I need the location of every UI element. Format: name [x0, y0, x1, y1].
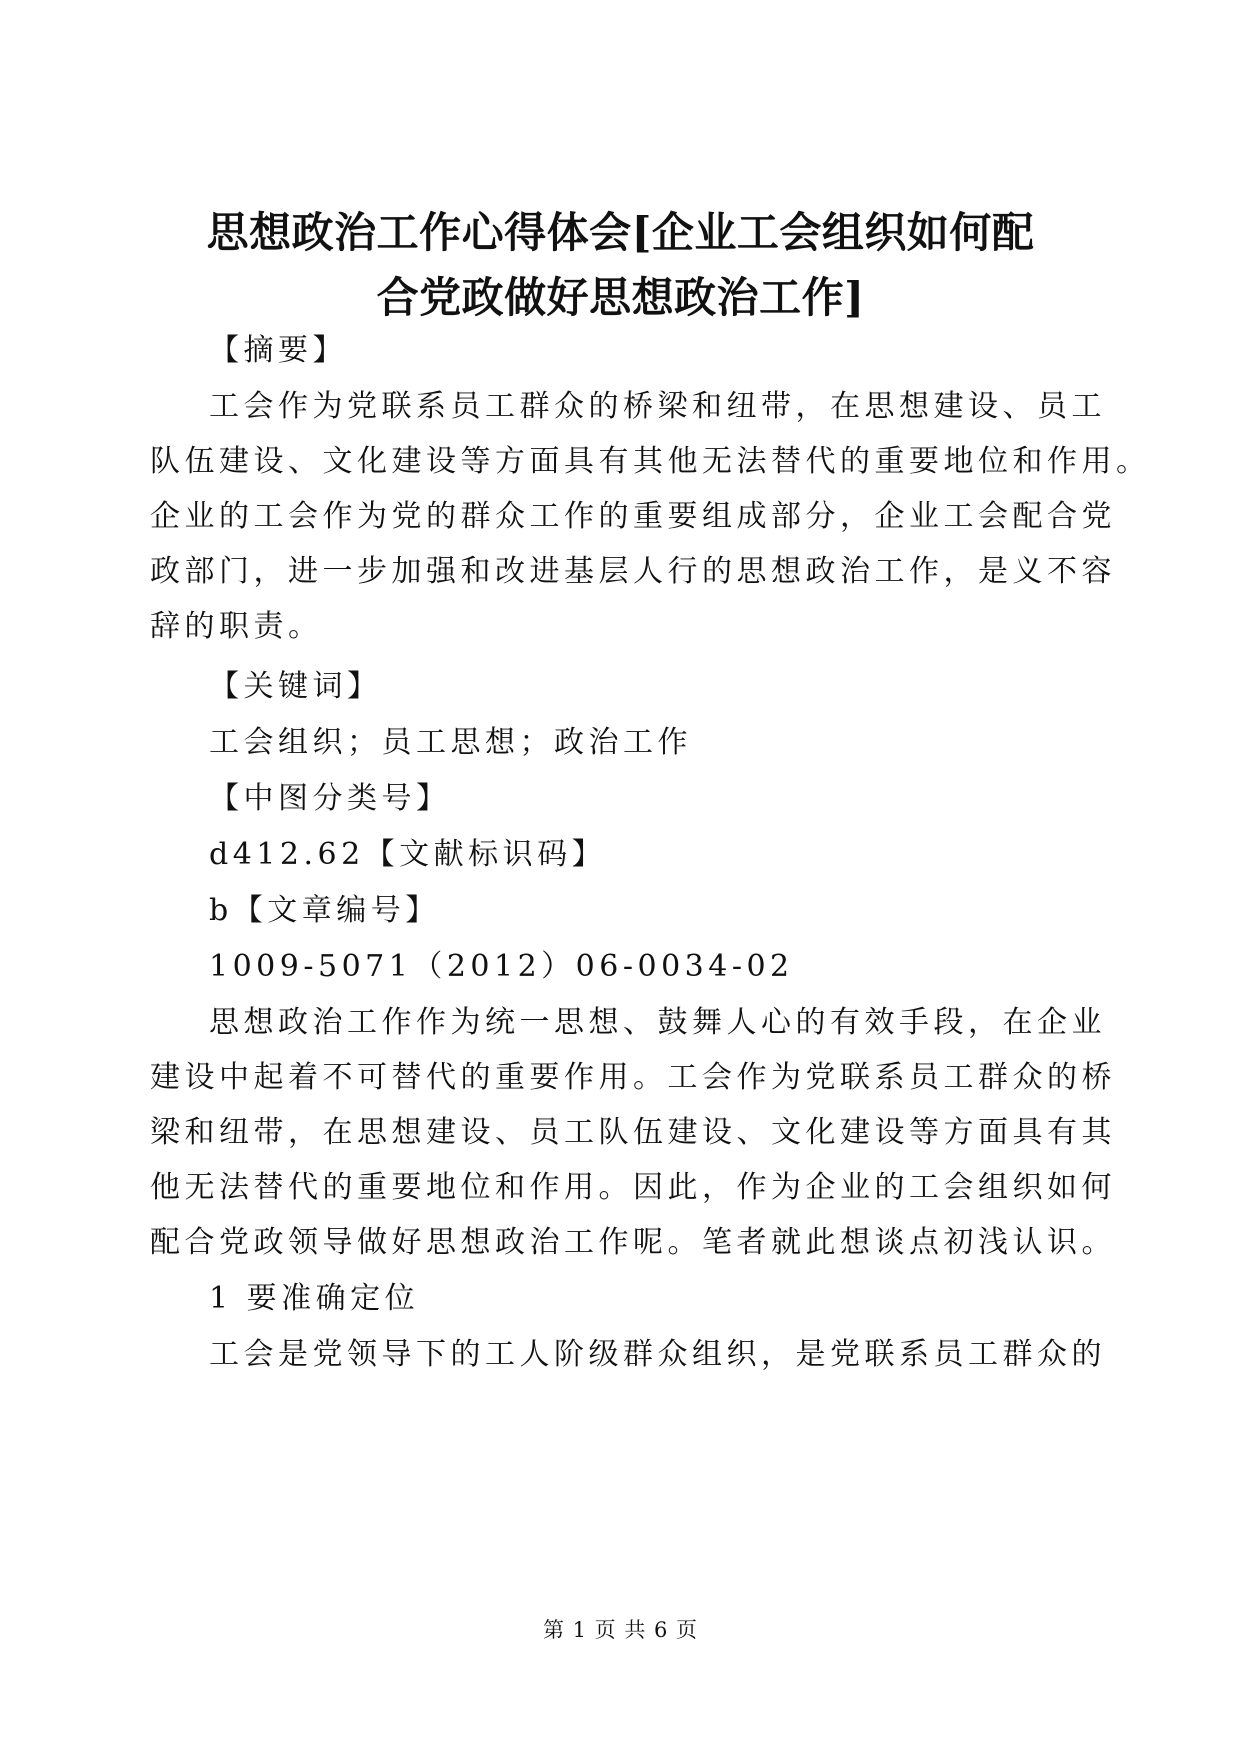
body-paragraph-line: 建设中起着不可替代的重要作用。工会作为党联系员工群众的桥	[150, 1060, 1116, 1095]
article-number: 1009-5071（2012）06-0034-02	[209, 949, 794, 984]
body-paragraph-line: 梁和纽带，在思想建设、员工队伍建设、文化建设等方面具有其	[150, 1115, 1116, 1150]
abstract-line: 政部门，进一步加强和改进基层人行的思想政治工作，是义不容	[150, 554, 1116, 589]
body-paragraph-line: 思想政治工作作为统一思想、鼓舞人心的有效手段，在企业	[209, 1005, 1106, 1040]
document-code-line: b【文章编号】	[209, 893, 440, 928]
abstract-line: 企业的工会作为党的群众工作的重要组成部分，企业工会配合党	[150, 499, 1116, 534]
abstract-line: 辞的职责。	[150, 609, 323, 644]
abstract-line: 队伍建设、文化建设等方面具有其他无法替代的重要地位和作用。	[150, 444, 1151, 479]
document-title-line-2: 合党政做好思想政治工作]	[376, 273, 865, 322]
clc-label: 【中图分类号】	[209, 781, 451, 816]
clc-number-line: d412.62【文献标识码】	[209, 837, 607, 872]
abstract-line: 工会作为党联系员工群众的桥梁和纽带，在思想建设、员工	[209, 389, 1106, 424]
keywords-label: 【关键词】	[209, 669, 382, 704]
abstract-label: 【摘要】	[209, 333, 347, 368]
body-paragraph-line: 配合党政领导做好思想政治工作呢。笔者就此想谈点初浅认识。	[150, 1225, 1116, 1260]
body-paragraph-line: 他无法替代的重要地位和作用。因此，作为企业的工会组织如何	[150, 1170, 1116, 1205]
keywords-text: 工会组织；员工思想；政治工作	[209, 725, 692, 760]
document-title-line-1: 思想政治工作心得体会[企业工会组织如何配	[206, 208, 1035, 257]
section-heading: 1 要准确定位	[209, 1281, 420, 1316]
page-footer: 第 1 页 共 6 页	[542, 1618, 699, 1642]
body-paragraph-line: 工会是党领导下的工人阶级群众组织，是党联系员工群众的	[209, 1337, 1106, 1372]
